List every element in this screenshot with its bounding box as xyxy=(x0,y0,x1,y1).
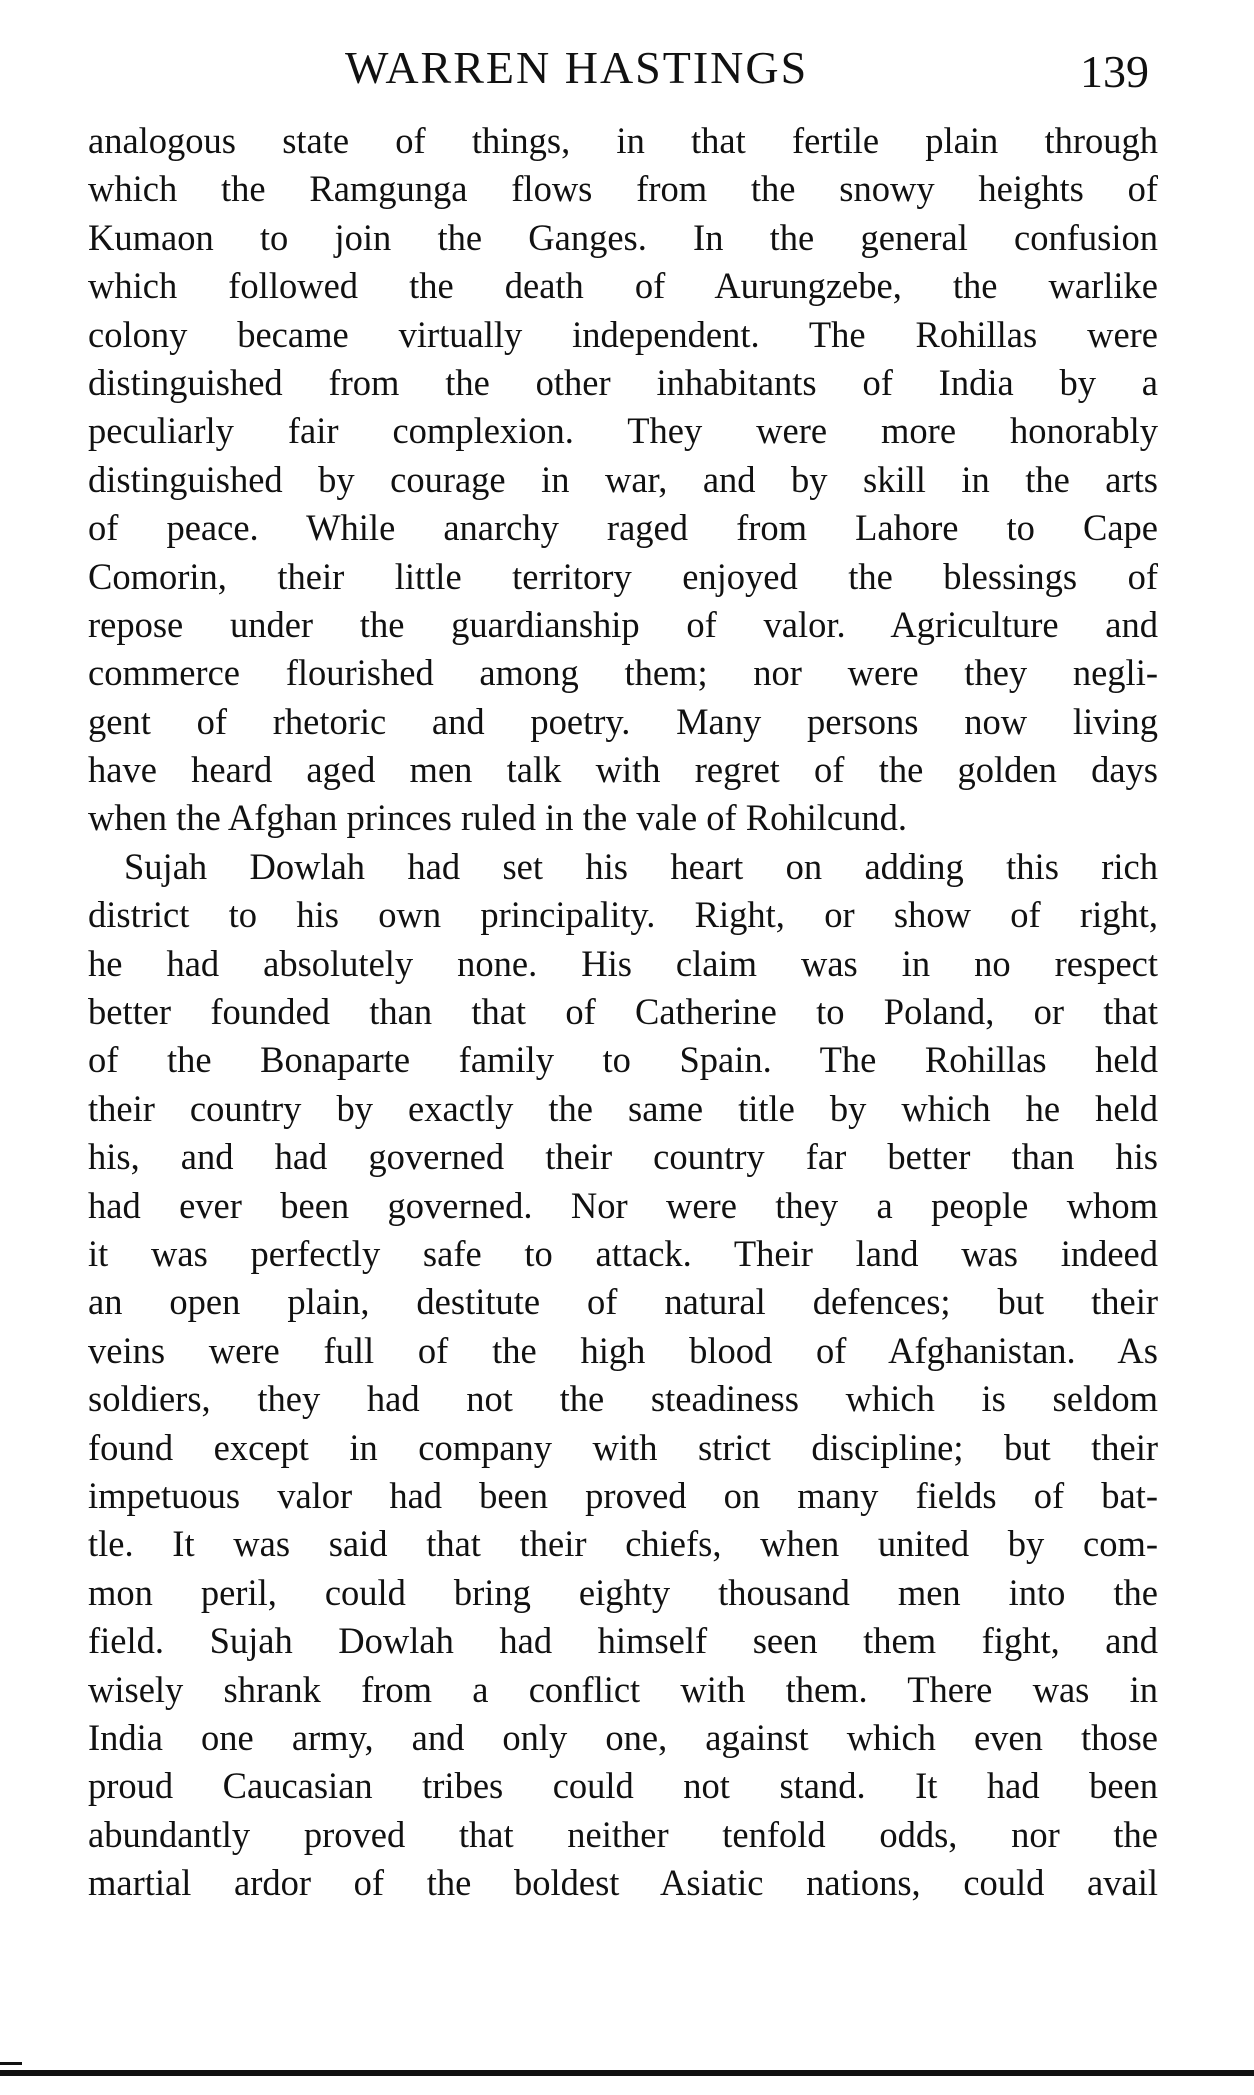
text-line: had ever been governed. Nor were they a people whom xyxy=(88,1184,1158,1226)
text-line: soldiers, they had not the steadiness which is seldom xyxy=(88,1378,1158,1420)
text-line: proud Caucasian tribes could not stand. It had been xyxy=(88,1765,1158,1807)
text-line: analogous state of things, in that fertile plain through xyxy=(88,120,1158,161)
text-line: his, and had governed their country far better than his xyxy=(88,1136,1158,1178)
text-line: colony became virtually independent. The Rohillas were xyxy=(88,313,1158,355)
text-line: commerce flourished among them; nor were they negli- xyxy=(88,652,1158,694)
text-line: wisely shrank from a conflict with them. There was in xyxy=(88,1668,1158,1710)
page-bottom-rule xyxy=(0,2070,1254,2076)
text-line: Comorin, their little territory enjoyed the blessings of xyxy=(88,555,1158,597)
text-line: tle. It was said that their chiefs, when united by com- xyxy=(88,1523,1158,1565)
body-text xyxy=(88,117,1158,1907)
text-line: field. Sujah Dowlah had himself seen them fight, and xyxy=(88,1620,1158,1662)
text-line: district to his own principality. Right, or show of right, xyxy=(88,894,1158,936)
text-line: which followed the death of Aurungzebe, the warlike xyxy=(88,265,1158,307)
text-line: peculiarly fair complexion. They were more honorably xyxy=(88,410,1158,452)
text-line: he had absolutely none. His claim was in no respect xyxy=(88,942,1158,984)
text-line: distinguished by courage in war, and by skill in the arts xyxy=(88,458,1158,500)
text-line: abundantly proved that neither tenfold odds, nor the xyxy=(88,1813,1158,1855)
text-line: it was perfectly safe to attack. Their land was indeed xyxy=(88,1232,1158,1274)
text-line: distinguished from the other inhabitants of India by a xyxy=(88,361,1158,403)
text-line: gent of rhetoric and poetry. Many persons now living xyxy=(88,700,1158,742)
text-line: their country by exactly the same title by which he held xyxy=(88,1087,1158,1129)
text-line: which the Ramgunga flows from the snowy heights of xyxy=(88,168,1158,210)
text-line: repose under the guardianship of valor. Agriculture and xyxy=(88,603,1158,645)
text-line: Kumaon to join the Ganges. In the general confusion xyxy=(88,216,1158,258)
page-title: WARREN HASTINGS xyxy=(345,42,809,93)
text-line: when the Afghan princes ruled in the vale of Rohilcund. xyxy=(88,797,908,839)
text-line: impetuous valor had been proved on many fields of bat- xyxy=(88,1474,1158,1516)
text-line: have heard aged men talk with regret of the golden days xyxy=(88,749,1158,791)
text-line: found except in company with strict discipline; but their xyxy=(88,1426,1158,1468)
text-line: of the Bonaparte family to Spain. The Rohillas held xyxy=(88,1039,1158,1081)
text-line: an open plain, destitute of natural defences; but their xyxy=(88,1281,1158,1323)
running-head xyxy=(0,38,1254,98)
text-line: veins were full of the high blood of Afghanistan. As xyxy=(88,1329,1158,1371)
text-line: of peace. While anarchy raged from Lahore to Cape xyxy=(88,507,1158,549)
paragraph-start-line: Sujah Dowlah had set his heart on adding this rich xyxy=(124,845,1158,887)
page-number: 139 xyxy=(1080,46,1149,97)
text-line: India one army, and only one, against which even those xyxy=(88,1716,1158,1758)
text-line: better founded than that of Catherine to Poland, or that xyxy=(88,991,1158,1033)
text-line: mon peril, could bring eighty thousand men into the xyxy=(88,1571,1158,1613)
page-edge-mark xyxy=(0,2062,22,2065)
text-line: martial ardor of the boldest Asiatic nations, could avail xyxy=(88,1862,1158,1904)
